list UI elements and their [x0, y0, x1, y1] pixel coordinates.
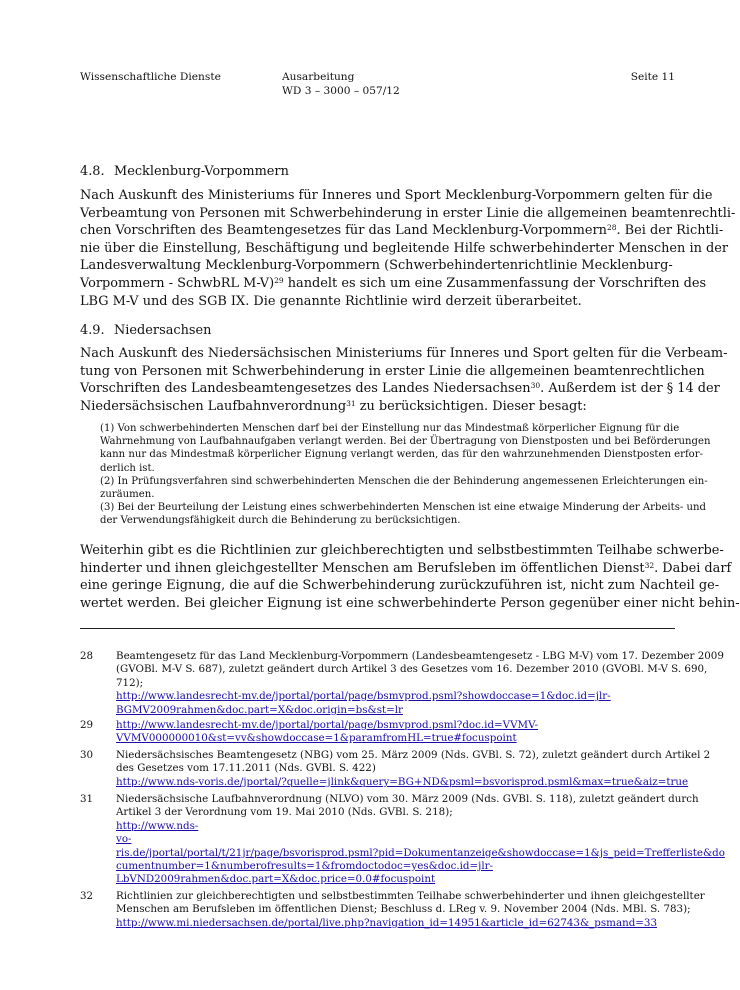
footnote-number: 31 — [80, 793, 94, 805]
text-line: Vorpommern - SchwbRL M-V)$^{29}$ handelt es sich um eine Zusammenfassung der Vorschriften des — [80, 275, 707, 291]
closing-paragraph — [80, 542, 740, 612]
text-line: hinderter und ihnen gleichgestellter Menschen am Berufsleben im öffentlichen Dienst$^{32}$. Dabei darf — [80, 560, 732, 576]
text-line: Niedersächsischen Laufbahnverordnung$^{31}$ zu berücksichtigen. Dieser besagt: — [80, 398, 587, 414]
section-heading-4-8 — [80, 163, 289, 181]
text-line: Landesverwaltung Mecklenburg-Vorpommern (Schwerbehindertenrichtlinie Mecklenburg- — [80, 258, 673, 274]
footnote-number: 32 — [80, 890, 94, 902]
footnote-link[interactable]: VVMV000000010&st=vv&showdoccase=1&paramfromHL=true#focuspoint — [116, 732, 517, 745]
section-number: 4.9. — [80, 323, 105, 338]
footnote-text: Niedersächsisches Beamtengesetz (NBG) vom 25. März 2009 (Nds. GVBl. S. 72), zuletzt geändert durch Artikel 2 des Gesetzes vom 17.11.2011 (Nds. GVBl. S. 422) http://www.nds-voris.de/jportal/?quelle=jlink&query=BG+ND&psml=bsvorisprod.psml&max=true&aiz=true — [116, 749, 711, 788]
footnote-link[interactable]: LbVND2009rahmen&doc.part=X&doc.price=0.0#focuspoint — [116, 873, 436, 886]
footnote-link[interactable]: BGMV2009rahmen&doc.part=X&doc.origin=bs&st=lr — [116, 703, 403, 716]
section-4-8-paragraph — [80, 187, 736, 310]
quote-line: derlich ist. — [100, 462, 155, 474]
section-number: 4.8. — [80, 164, 105, 179]
footnote-link[interactable]: cumentnumber=1&numberofresults=1&fromdoctodoc=yes&doc.id=jlr- — [116, 860, 494, 873]
quote-line: zuräumen. — [100, 489, 155, 501]
footnote-ref-28[interactable]: 28 — [606, 223, 617, 233]
header-page-number: Seite 11 — [630, 71, 675, 83]
section-heading-4-9 — [80, 322, 211, 340]
footnote-link[interactable]: vo- — [116, 833, 132, 846]
header-doc-type: Ausarbeitung — [282, 71, 355, 83]
text-line: Nach Auskunft des Ministeriums für Inneres und Sport Mecklenburg-Vorpommern gelten für die — [80, 188, 713, 203]
footnote-link[interactable]: ris.de/jportal/portal/t/21jr/page/bsvorisprod.psml?pid=Dokumentanzeige&showdoccase=1&js_peid=Trefferliste&do — [116, 846, 725, 859]
quote-line: (1) Von schwerbehinderten Menschen darf bei der Einstellung nur das Mindestmaß körperlicher Eignung für die — [100, 423, 680, 434]
text-line: eine geringe Eignung, die auf die Schwerbehinderung zurückzuführen ist, nicht zum Nachteil ge- — [80, 578, 720, 594]
footnote-number: 29 — [80, 719, 94, 731]
text-line: Nach Auskunft des Niedersächsischen Ministeriums für Inneres und Sport gelten für die Verbeam- — [80, 346, 728, 361]
text-line: LBG M-V und des SGB IX. Die genannte Richtlinie wird derzeit überarbeitet. — [80, 293, 582, 309]
text-line: Weiterhin gibt es die Richtlinien zur gleichberechtigten und selbstbestimmten Teilhabe schwerbe- — [80, 543, 724, 558]
text-line: chen Vorschriften des Beamtengesetzes für das Land Mecklenburg-Vorpommern$^{28}$. Bei der Richtli- — [80, 223, 724, 239]
footnote-number: 30 — [80, 749, 94, 761]
quote-line: der Verwendungsfähigkeit durch die Behinderung zu berücksichtigen. — [100, 515, 461, 527]
quote-line: Wahrnehmung von Laufbahnaufgaben verlangt werden. Bei der Übertragung von Dienstposten und bei Beförderungen — [100, 436, 711, 448]
header-department: Wissenschaftliche Dienste — [80, 71, 221, 83]
quote-line: kann nur das Mindestmaß körperlicher Eignung verlangt werden, das für den wahrzunehmenden Dienstposten erfor- — [100, 449, 703, 461]
header-doc-number: WD 3 – 3000 – 057/12 — [282, 85, 400, 97]
footnote-text: Niedersächsische Laufbahnverordnung (NLVO) vom 30. März 2009 (Nds. GVBl. S. 118), zuletzt geändert durch Artikel 3 der Verordnung vom 19. Mai 2010 (Nds. GVBl. S. 218); http://www.nds- vo- ris.de/jportal/portal/t/21jr/page/bsvorisprod.psml?pid=Dokumentanzeige&showdoccase=1&js_peid=Trefferliste&do cumentnumber=1&numberofresults=1&fromdoctodoc=yes&doc.id=jlr- LbVND2009rahmen&doc.part=X&doc.price=0.0#focuspoint — [116, 793, 725, 886]
footnote-ref-31[interactable]: 31 — [346, 398, 356, 408]
footnote-separator — [80, 628, 675, 629]
footnote-link[interactable]: http://www.mi.niedersachsen.de/portal/live.php?navigation_id=14951&article_id=62743&_psmand=33 — [116, 916, 658, 929]
text-line: wertet werden. Bei gleicher Eignung ist eine schwerbehinderte Person gegenüber einer nicht behin- — [80, 595, 740, 611]
footnote-ref-29[interactable]: 29 — [274, 275, 284, 285]
footnote-text — [116, 719, 686, 746]
quote-line: (2) In Prüfungsverfahren sind schwerbehinderten Menschen die der Behinderung angemessenen Erleichterungen ein- — [100, 475, 708, 487]
section-4-9-paragraph — [80, 345, 728, 415]
footnote-ref-30[interactable]: 30 — [530, 381, 541, 391]
footnote-link[interactable]: http://www.nds- — [116, 819, 199, 832]
text-line: nie über die Einstellung, Beschäftigung und begleitende Hilfe schwerbehinderter Menschen in der — [80, 240, 729, 256]
section-title: Mecklenburg-Vorpommern — [114, 164, 289, 179]
text-line: tung von Personen mit Schwerbehinderung in erster Linie die allgemeinen beamtenrechtlichen — [80, 363, 705, 379]
text-line: Verbeamtung von Personen mit Schwerbehinderung in erster Linie die allgemeinen beamtenrechtli- — [80, 205, 736, 221]
footnote-link[interactable]: http://www.nds-voris.de/jportal/?quelle=jlink&query=BG+ND&psml=bsvorisprod.psml&max=true&aiz=true — [116, 775, 689, 788]
footnote-link[interactable]: http://www.landesrecht-mv.de/jportal/portal/page/bsmvprod.psml?showdoccase=1&doc.id=jlr- — [116, 690, 611, 703]
legal-quotation — [100, 422, 711, 528]
section-title: Niedersachsen — [114, 323, 212, 338]
footnote-ref-32[interactable]: 32 — [644, 560, 655, 570]
footnote-text: Richtlinien zur gleichberechtigten und selbstbestimmten Teilhabe schwerbehinderter und ihnen gleichgestellter Menschen am Berufsleben im öffentlichen Dienst; Beschluss d. LReg v. 9. November 2004 (Nds. MBl. S. 783); http://www.mi.niedersachsen.de/portal/live.php?navigation_id=14951&article_id=62743&_psmand=33 — [116, 890, 705, 929]
footnote-link[interactable]: http://www.landesrecht-mv.de/jportal/portal/page/bsmvprod.psml?doc.id=VVMV- — [116, 719, 539, 731]
header-document-info — [282, 70, 400, 98]
quote-line: (3) Bei der Beurteilung der Leistung eines schwerbehinderten Menschen ist eine etwaige Minderung der Arbeits- und — [100, 502, 706, 514]
text-line: Vorschriften des Landesbeamtengesetzes des Landes Niedersachsen$^{30}$. Außerdem ist der § 14 der — [80, 381, 720, 397]
footnote-text: Beamtengesetz für das Land Mecklenburg-Vorpommern (Landesbeamtengesetz - LBG M-V) vom 17. Dezember 2009 (GVOBl. M-V S. 687), zuletzt geändert durch Artikel 3 des Gesetzes vom 16. Dezember 2010 (GVOBl. M-V S. 690, 712); http://www.landesrecht-mv.de/jportal/portal/page/bsmvprod.psml?showdoccase=1&doc.id=jlr- BGMV2009rahmen&doc.part=X&doc.origin=bs&st=lr — [116, 650, 724, 716]
footnote-number: 28 — [80, 650, 94, 662]
